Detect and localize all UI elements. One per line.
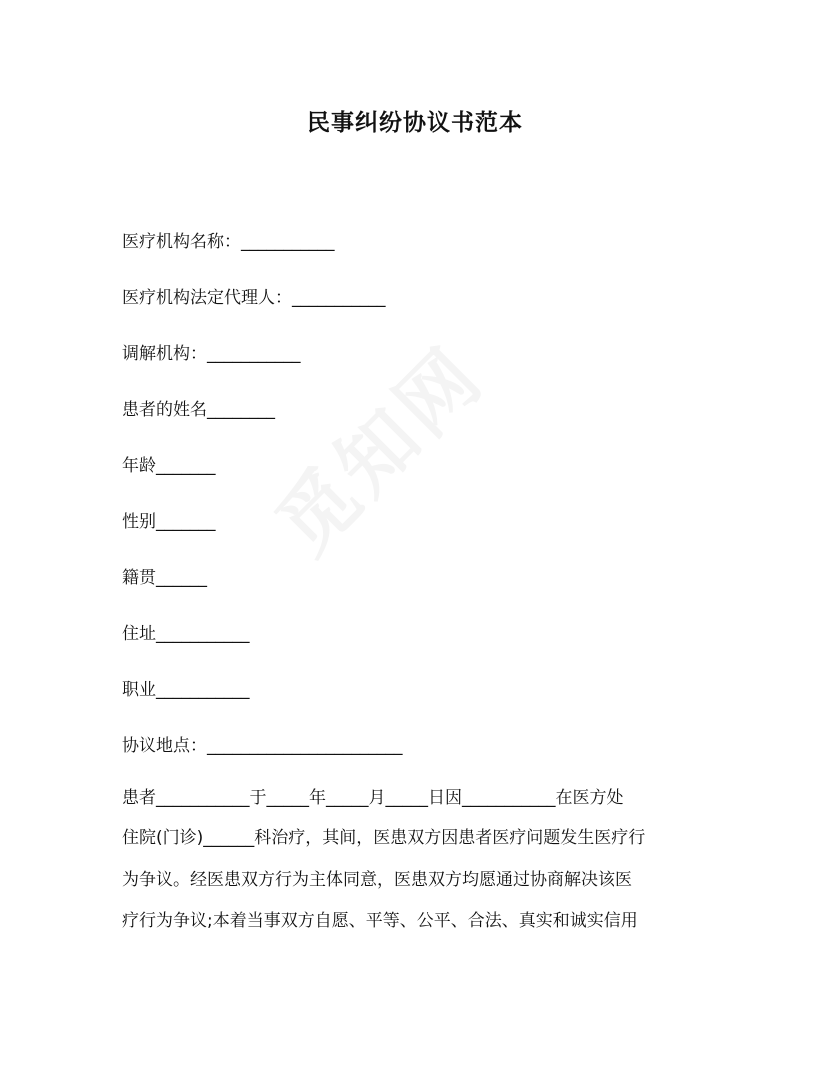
- field-native-place: 籍贯______: [122, 568, 207, 588]
- field-age: 年龄_______: [122, 456, 216, 476]
- paragraph-line: 疗行为争议;本着当事双方自愿、平等、公平、合法、真实和诚实信用: [122, 911, 638, 931]
- field-patient-name: 患者的姓名________: [122, 400, 275, 420]
- field-hospital-legal-representative: 医疗机构法定代理人：___________: [122, 288, 386, 308]
- document-title: 民事纠纷协议书范本: [307, 110, 523, 136]
- field-address: 住址___________: [122, 624, 250, 644]
- field-mediation-agency: 调解机构：___________: [122, 344, 301, 364]
- paragraph-line: 患者___________于_____年_____月_____日因___________在医方处: [122, 788, 624, 808]
- paragraph-line: 住院(门诊)______科治疗，其间，医患双方因患者医疗问题发生医疗行: [122, 828, 646, 848]
- field-agreement-location: 协议地点：_______________________: [122, 736, 403, 756]
- field-occupation: 职业___________: [122, 680, 250, 700]
- field-gender: 性别_______: [122, 512, 216, 532]
- paragraph-line: 为争议。经医患双方行为主体同意，医患双方均愿通过协商解决该医: [122, 870, 632, 890]
- field-hospital-name: 医疗机构名称：___________: [122, 232, 335, 252]
